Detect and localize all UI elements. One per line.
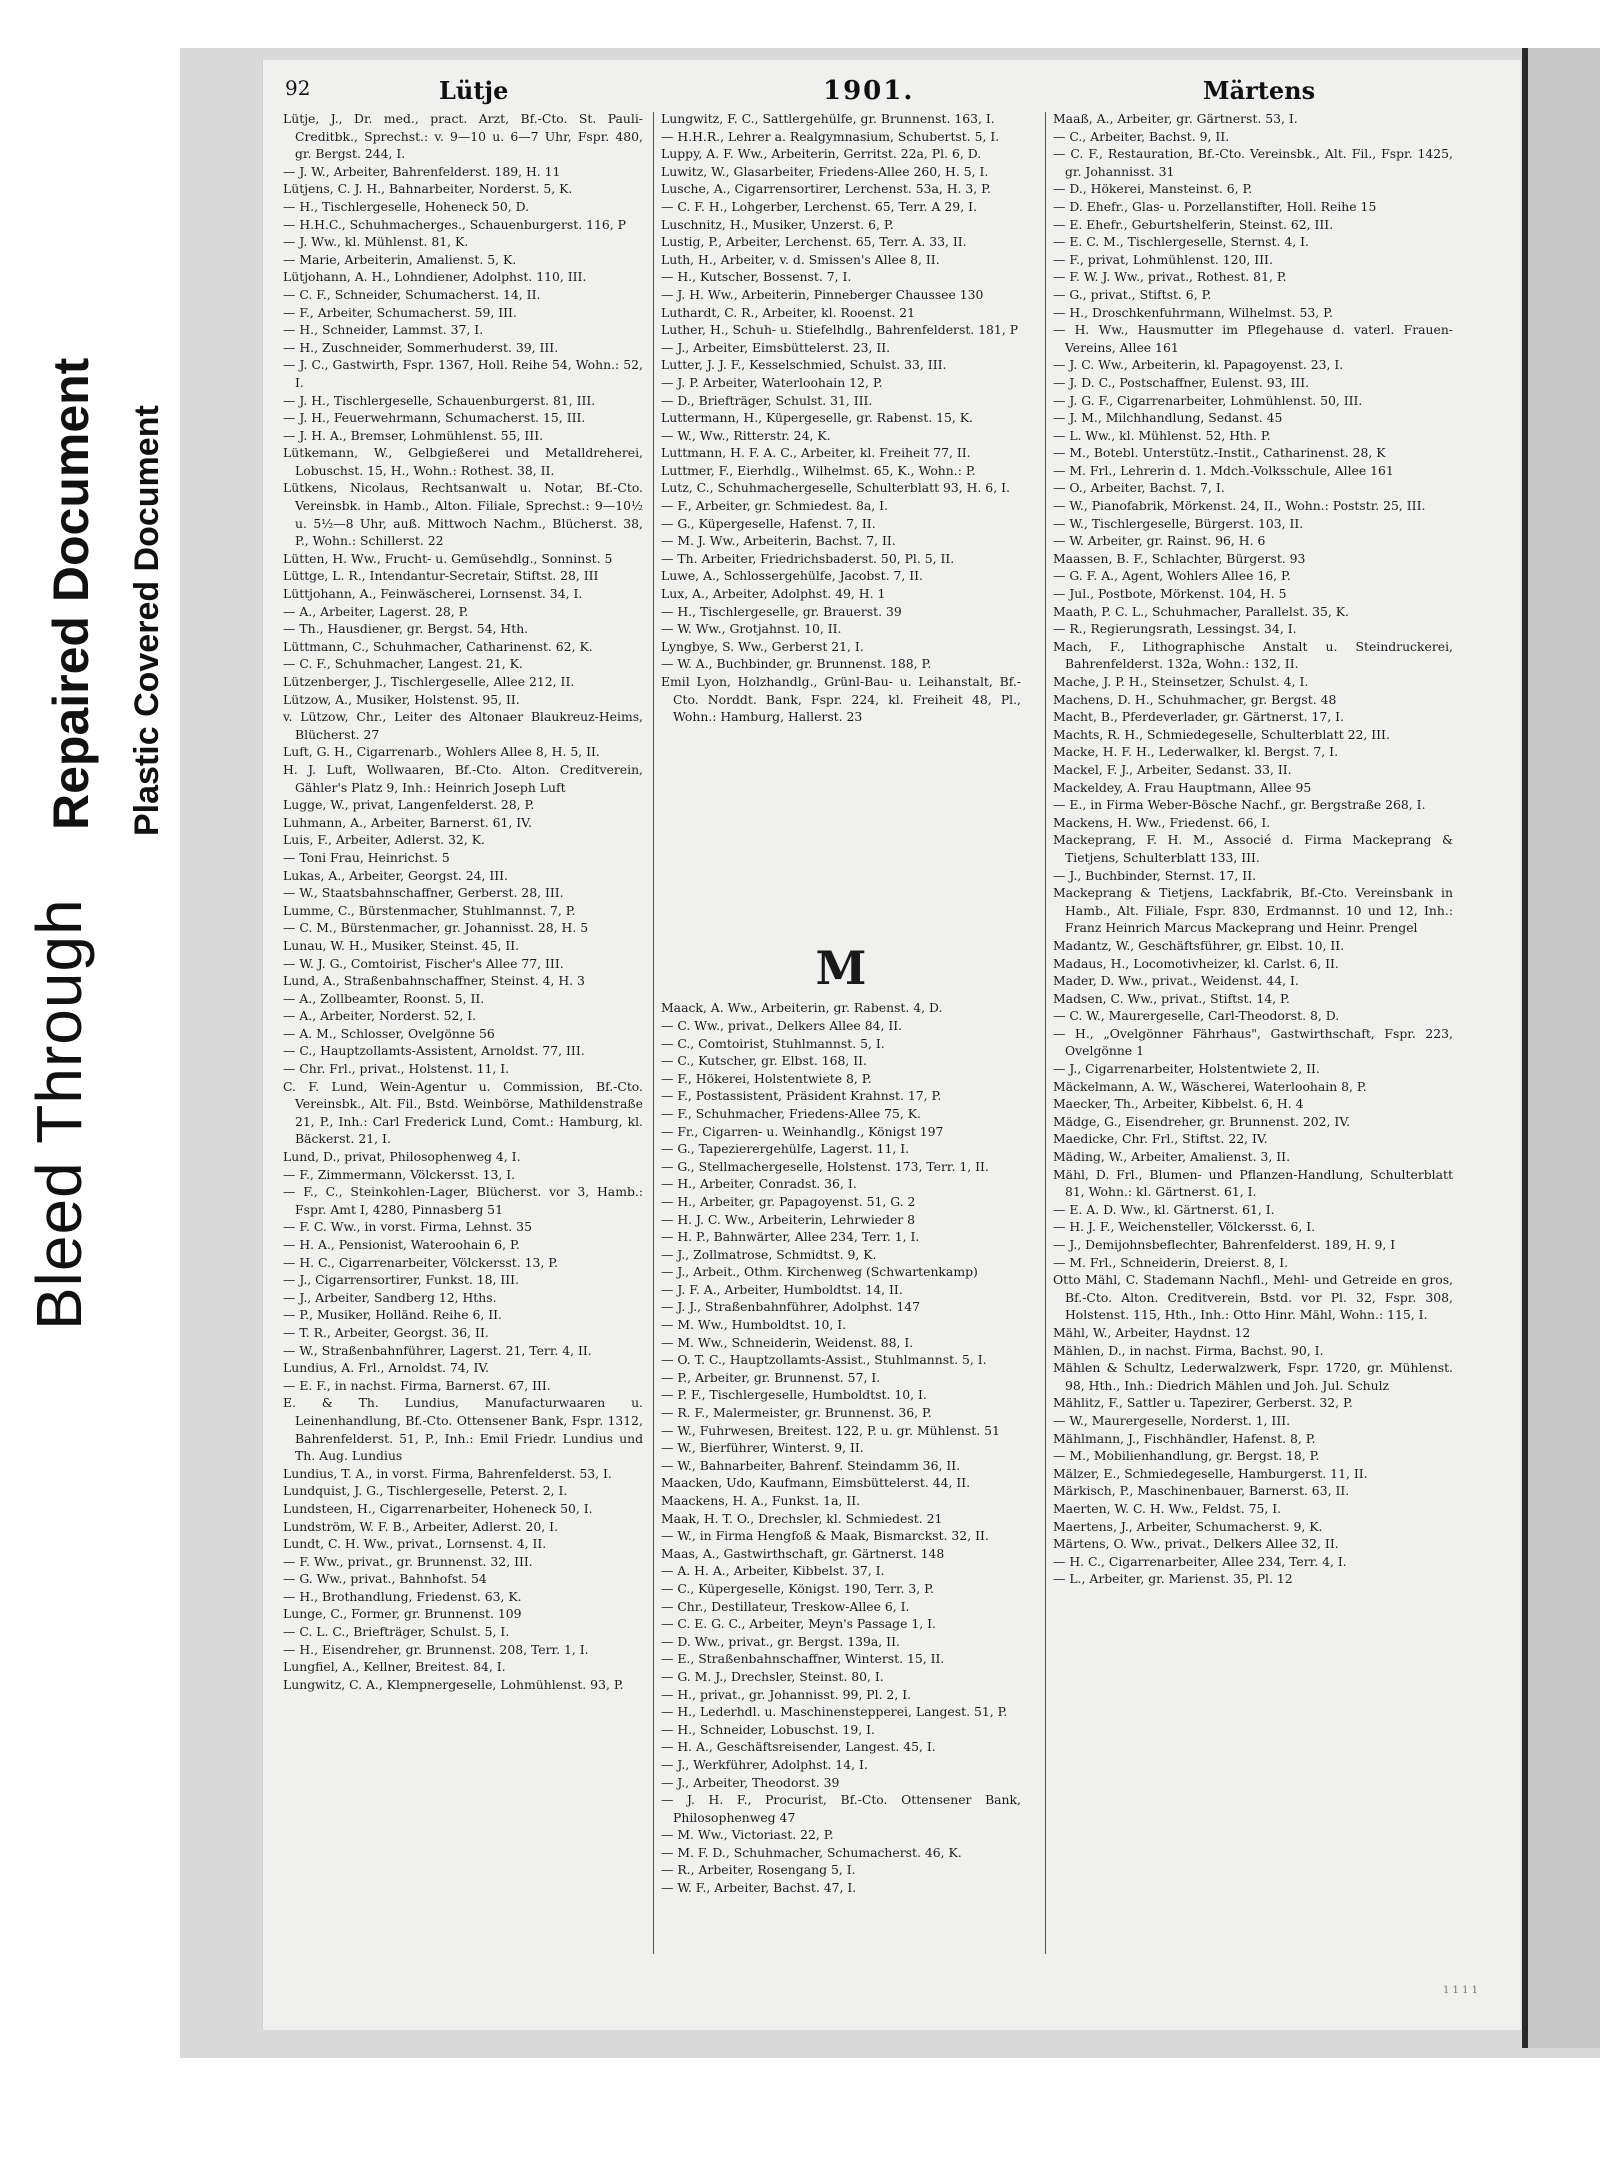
directory-entry: Luhmann, A., Arbeiter, Barnerst. 61, IV. <box>283 814 532 830</box>
directory-entry: Maak, H. T. O., Drechsler, kl. Schmiedest. 21 <box>661 1510 943 1526</box>
directory-entry: Luttermann, H., Küpergeselle, gr. Rabenst. 15, K. <box>661 410 973 426</box>
page-number: 92 <box>285 76 311 100</box>
directory-entry: — Jul., Postbote, Mörkenst. 104, H. 5 <box>1053 586 1287 602</box>
directory-entry: — O. T. C., Hauptzollamts-Assist., Stuhlmannst. 5, I. <box>661 1352 987 1368</box>
directory-entry: — F., Schuhmacher, Friedens-Allee 75, K. <box>661 1105 921 1121</box>
directory-entry: Märtens, O. Ww., privat., Delkers Allee 32, II. <box>1053 1536 1339 1552</box>
directory-entry: Lundström, W. F. B., Arbeiter, Adlerst. 20, I. <box>283 1518 559 1534</box>
directory-entry: — Chr. Frl., privat., Holstenst. 11, I. <box>283 1061 510 1077</box>
directory-entry: Lumme, C., Bürstenmacher, Stuhlmannst. 7, P. <box>283 902 576 918</box>
directory-entry: — A., Arbeiter, Norderst. 52, I. <box>283 1008 477 1024</box>
directory-entry: Luppy, A. F. Ww., Arbeiterin, Gerritst. 22a, Pl. 6, D. <box>661 146 982 162</box>
directory-entry: — H., Lederhdl. u. Maschinenstepperei, Langest. 51, P. <box>661 1704 1008 1720</box>
directory-entry: — A., Zollbeamter, Roonst. 5, II. <box>283 990 485 1006</box>
directory-entry: — D., Hökerei, Mansteinst. 6, P. <box>1053 181 1253 197</box>
directory-entry: Lundius, A. Frl., Arnoldst. 74, IV. <box>283 1360 490 1376</box>
directory-entry: Mackens, H. Ww., Friedenst. 66, I. <box>1053 814 1271 830</box>
directory-entry: Maath, P. C. L., Schuhmacher, Parallelst. 35, K. <box>1053 603 1349 619</box>
directory-entry: — G., Tapezierergehülfe, Lagerst. 11, I. <box>661 1141 910 1157</box>
directory-entry: v. Lützow, Chr., Leiter des Altonaer Blaukreuz-Heims, Blücherst. 27 <box>283 709 643 742</box>
column-right <box>1053 110 1453 1588</box>
column-divider <box>1045 112 1046 1954</box>
directory-entry: — H., Schneider, Lammst. 37, I. <box>283 322 484 338</box>
directory-entry: — C., Arbeiter, Bachst. 9, II. <box>1053 128 1230 144</box>
directory-entry: — J. D. C., Postschaffner, Eulenst. 93, III. <box>1053 374 1310 390</box>
directory-entry: — F., Zimmermann, Völckersst. 13, I. <box>283 1166 516 1182</box>
directory-entry: Mählen & Schultz, Lederwalzwerk, Fspr. 1720, gr. Mühlenst. 98, Hth., Inh.: Diedrich Mählen und Joh. Jul. Schulz <box>1053 1360 1453 1393</box>
directory-entry: Lüttmann, C., Schuhmacher, Catharinenst. 62, K. <box>283 638 593 654</box>
directory-entry: Macke, H. F. H., Lederwalker, kl. Bergst. 7, I. <box>1053 744 1339 760</box>
directory-entry: — E., in Firma Weber-Bösche Nachf., gr. Bergstraße 268, I. <box>1053 797 1426 813</box>
directory-entry: — J. P. Arbeiter, Waterloohain 12, P. <box>661 374 883 390</box>
directory-entry: — M. Frl., Schneiderin, Dreierst. 8, I. <box>1053 1254 1289 1270</box>
directory-entry: Lütkens, Nicolaus, Rechtsanwalt u. Notar, Bf.-Cto. Vereinsbk. in Hamb., Alton. Filiale, Sprechst.: 9—10½ u. 5½—8 Uhr, auß. Mittwoch Nachm., Blücherst. 38, P., Wohn.: Schillerst. 22 <box>283 480 643 549</box>
directory-entry: Lüttge, L. R., Intendantur-Secretair, Stiftst. 28, III <box>283 568 599 584</box>
directory-entry: — H., Tischlergeselle, Hoheneck 50, D. <box>283 198 530 214</box>
directory-entry: — C. F. H., Lohgerber, Lerchenst. 65, Terr. A 29, I. <box>661 198 977 214</box>
directory-entry: Maassen, B. F., Schlachter, Bürgerst. 93 <box>1053 550 1306 566</box>
directory-entry: Lütje, J., Dr. med., pract. Arzt, Bf.-Cto. St. Pauli-Creditbk., Sprechst.: v. 9—10 u. 6—7 Uhr, Fspr. 480, gr. Bergst. 244, I. <box>283 111 643 162</box>
directory-entry: — H. Ww., Hausmutter im Pflegehause d. vaterl. Frauen-Vereins, Allee 161 <box>1053 322 1453 355</box>
directory-entry: — J., Zollmatrose, Schmidtst. 9, K. <box>661 1246 877 1262</box>
directory-entry: — H. J. F., Weichensteller, Völckersst. 6, I. <box>1053 1219 1316 1235</box>
directory-entry: Lund, A., Straßenbahnschaffner, Steinst. 4, H. 3 <box>283 973 585 989</box>
directory-entry: Lunge, C., Former, gr. Brunnenst. 109 <box>283 1606 522 1622</box>
directory-entry: — Chr., Destillateur, Treskow-Allee 6, I. <box>661 1598 910 1614</box>
directory-entry: — C. M., Bürstenmacher, gr. Johannisst. 28, H. 5 <box>283 920 589 936</box>
directory-entry: — C. L. C., Briefträger, Schulst. 5, I. <box>283 1624 510 1640</box>
directory-entry: — J., Arbeiter, Sandberg 12, Hths. <box>283 1289 497 1305</box>
directory-entry: — H. J. C. Ww., Arbeiterin, Lehrwieder 8 <box>661 1211 916 1227</box>
directory-entry: Lüttjohann, A., Feinwäscherei, Lornsenst. 34, I. <box>283 586 583 602</box>
directory-entry: — J. H. Ww., Arbeiterin, Pinneberger Chaussee 130 <box>661 286 984 302</box>
directory-entry: — G., Küpergeselle, Hafenst. 7, II. <box>661 515 876 531</box>
directory-entry: — J. Ww., kl. Mühlenst. 81, K. <box>283 234 469 250</box>
directory-entry: — M. Ww., Victoriast. 22, P. <box>661 1827 834 1843</box>
directory-entry: — F., C., Steinkohlen-Lager, Blücherst. vor 3, Hamb.: Fspr. Amt I, 4280, Pinnasberg 51 <box>283 1184 643 1217</box>
directory-entry: Lungfiel, A., Kellner, Breitest. 84, I. <box>283 1659 506 1675</box>
directory-entry: C. F. Lund, Wein-Agentur u. Commission, Bf.-Cto. Vereinsbk., Alt. Fil., Bstd. Weinbörse, Mathildenstraße 21, P., Inh.: Carl Frederick Lund, Comt.: Hamburg, kl. Bäckerst. 21, I. <box>283 1078 643 1147</box>
directory-entry: — W. Ww., Grotjahnst. 10, II. <box>661 621 842 637</box>
directory-entry: Luttmer, F., Eierhdlg., Wilhelmst. 65, K., Wohn.: P. <box>661 462 976 478</box>
directory-entry: Lusche, A., Cigarrensortirer, Lerchenst. 53a, H. 3, P. <box>661 181 991 197</box>
directory-entry: — C. W., Maurergeselle, Carl-Theodorst. 8, D. <box>1053 1008 1340 1024</box>
directory-entry: Luth, H., Arbeiter, v. d. Smissen's Allee 8, II. <box>661 251 940 267</box>
directory-entry: — H. P., Bahnwärter, Allee 234, Terr. 1, I. <box>661 1229 920 1245</box>
directory-entry: — F., Postassistent, Präsident Krahnst. 17, P. <box>661 1088 942 1104</box>
directory-entry: — F., privat, Lohmühlenst. 120, III. <box>1053 251 1273 267</box>
directory-entry: Mache, J. P. H., Steinsetzer, Schulst. 4, I. <box>1053 674 1309 689</box>
directory-entry: — J., Arbeiter, Theodorst. 39 <box>661 1774 840 1790</box>
directory-entry: — C., Hauptzollamts-Assistent, Arnoldst. 77, III. <box>283 1043 585 1059</box>
directory-entry: — C., Kutscher, gr. Elbst. 168, II. <box>661 1053 867 1069</box>
directory-entry: Lützenberger, J., Tischlergeselle, Allee 212, II. <box>283 674 575 689</box>
directory-entry: — E., Straßenbahnschaffner, Winterst. 15, II. <box>661 1651 945 1667</box>
directory-entry: — J. C. Ww., Arbeiterin, kl. Papagoyenst. 23, I. <box>1053 357 1344 373</box>
directory-entry: Maecker, Th., Arbeiter, Kibbelst. 6, H. 4 <box>1053 1096 1304 1112</box>
directory-entry: Luft, G. H., Cigarrenarb., Wohlers Allee 8, H. 5, II. <box>283 744 600 760</box>
directory-entry: Mäckelmann, A. W., Wäscherei, Waterloohain 8, P. <box>1053 1078 1367 1094</box>
directory-entry: Lyngbye, S. Ww., Gerberst 21, I. <box>661 638 864 654</box>
directory-entry: E. & Th. Lundius, Manufacturwaaren u. Leinenhandlung, Bf.-Cto. Ottensener Bank, Fspr. 1312, Bahrenfelderst. 51, P., Inh.: Emil Friedr. Lundius und Th. Aug. Lundius <box>283 1395 643 1464</box>
directory-entry: Madantz, W., Geschäftsführer, gr. Elbst. 10, II. <box>1053 937 1345 953</box>
directory-entry: — P., Musiker, Holländ. Reihe 6, II. <box>283 1307 502 1323</box>
directory-entry: Lutter, J. J. F., Kesselschmied, Schulst. 33, III. <box>661 357 947 373</box>
directory-entry: — G. M. J., Drechsler, Steinst. 80, I. <box>661 1668 884 1684</box>
directory-entry: Lundquist, J. G., Tischlergeselle, Peterst. 2, I. <box>283 1483 568 1499</box>
directory-entry: — D. Ehefr., Glas- u. Porzellanstifter, Holl. Reihe 15 <box>1053 198 1377 214</box>
directory-entry: Lugge, W., privat, Langenfelderst. 28, P. <box>283 797 535 813</box>
directory-entry: — G., Stellmachergeselle, Holstenst. 173, Terr. 1, II. <box>661 1158 989 1174</box>
bleed-through-stamp: Bleed Through <box>23 898 95 1330</box>
directory-entry: Mähl, W., Arbeiter, Haydnst. 12 <box>1053 1324 1251 1340</box>
header-year: 1901. <box>823 76 915 106</box>
directory-entry: — R., Arbeiter, Rosengang 5, I. <box>661 1862 856 1878</box>
directory-entry: — J., Cigarrenarbeiter, Holstentwiete 2, II. <box>1053 1061 1320 1077</box>
directory-entry: — F., Arbeiter, gr. Schmiedest. 8a, I. <box>661 498 888 514</box>
directory-entry: Luwe, A., Schlossergehülfe, Jacobst. 7, II. <box>661 568 923 584</box>
directory-entry: — A. H. A., Arbeiter, Kibbelst. 37, I. <box>661 1563 885 1579</box>
directory-entry: Mackeprang & Tietjens, Lackfabrik, Bf.-Cto. Vereinsbank in Hamb., Alt. Filiale, Fspr. 830, Erdmannst. 10 und 12, Inh.: Franz Heinrich Marcus Mackeprang und Heinr. Prengel <box>1053 885 1453 936</box>
directory-entry: Lütten, H. Ww., Frucht- u. Gemüsehdlg., Sonninst. 5 <box>283 550 613 566</box>
directory-entry: — H., Arbeiter, Conradst. 36, I. <box>661 1176 857 1192</box>
page-header <box>263 76 1521 108</box>
directory-entry: — M. Frl., Lehrerin d. 1. Mdch.-Volksschule, Allee 161 <box>1053 462 1394 478</box>
directory-entry: — M. Ww., Humboldtst. 10, I. <box>661 1317 847 1333</box>
directory-entry: Lundsteen, H., Cigarrenarbeiter, Hoheneck 50, I. <box>283 1500 593 1516</box>
directory-entry: — D. Ww., privat., gr. Bergst. 139a, II. <box>661 1633 900 1649</box>
directory-entry: — H., Zuschneider, Sommerhuderst. 39, III. <box>283 339 559 355</box>
directory-entry: — E. C. M., Tischlergeselle, Sternst. 4, I. <box>1053 234 1309 250</box>
directory-entry: — J., Demijohnsbeflechter, Bahrenfelderst. 189, H. 9, I <box>1053 1237 1396 1252</box>
directory-entry: — W., Pianofabrik, Mörkenst. 24, II., Wohn.: Poststr. 25, III. <box>1053 498 1426 514</box>
directory-entry: — J. H., Feuerwehrmann, Schumacherst. 15, III. <box>283 410 586 426</box>
directory-entry: Mädge, G., Eisendreher, gr. Brunnenst. 202, IV. <box>1053 1113 1351 1129</box>
directory-entry: — T. R., Arbeiter, Georgst. 36, II. <box>283 1324 489 1340</box>
directory-entry: Lütjens, C. J. H., Bahnarbeiter, Norderst. 5, K. <box>283 181 573 197</box>
directory-entry: — H., Tischlergeselle, gr. Brauerst. 39 <box>661 603 902 619</box>
directory-entry: Lungwitz, C. A., Klempnergeselle, Lohmühlenst. 93, P. <box>283 1676 624 1692</box>
directory-entry: — H., Schneider, Lobuschst. 19, I. <box>661 1721 875 1737</box>
directory-entry: — H., Brothandlung, Friedenst. 63, K. <box>283 1588 522 1604</box>
directory-entry: — J. C., Gastwirth, Fspr. 1367, Holl. Reihe 54, Wohn.: 52, I. <box>283 357 643 390</box>
directory-entry: Maaß, A., Arbeiter, gr. Gärtnerst. 53, I. <box>1053 111 1298 126</box>
directory-entry: — O., Arbeiter, Bachst. 7, I. <box>1053 480 1225 496</box>
directory-entry: Mähl, D. Frl., Blumen- und Pflanzen-Handlung, Schulterblatt 81, Wohn.: kl. Gärtnerst. 61, I. <box>1053 1166 1453 1200</box>
directory-entry: — J., Buchbinder, Sternst. 17, II. <box>1053 867 1257 883</box>
directory-entry: Luthardt, C. R., Arbeiter, kl. Rooenst. 21 <box>661 304 916 320</box>
directory-entry: — J. H. F., Procurist, Bf.-Cto. Ottensener Bank, Philosophenweg 47 <box>661 1792 1021 1825</box>
directory-entry: Luttmann, H. F. A. C., Arbeiter, kl. Freiheit 77, II. <box>661 445 971 461</box>
directory-entry: — M. F. D., Schuhmacher, Schumacherst. 46, K. <box>661 1844 962 1860</box>
directory-entry: — Fr., Cigarren- u. Weinhandlg., Königst 197 <box>661 1123 944 1139</box>
directory-entry: Lundt, C. H. Ww., privat., Lornsenst. 4, II. <box>283 1536 547 1552</box>
directory-entry: Mälzer, E., Schmiedegeselle, Hamburgerst. 11, II. <box>1053 1465 1368 1481</box>
directory-entry: — H.H.R., Lehrer a. Realgymnasium, Schubertst. 5, I. <box>661 128 1000 144</box>
directory-entry: Mäding, W., Arbeiter, Amalienst. 3, II. <box>1053 1149 1291 1165</box>
directory-entry: Lutz, C., Schuhmachergeselle, Schulterblatt 93, H. 6, I. <box>661 480 1010 496</box>
directory-entry: — J. W., Arbeiter, Bahrenfelderst. 189, H. 11 <box>283 163 561 179</box>
plastic-covered-stamp: Plastic Covered Document <box>128 405 166 836</box>
directory-entry: — C. F., Schuhmacher, Langest. 21, K. <box>283 656 523 672</box>
directory-entry: — G. Ww., privat., Bahnhofst. 54 <box>283 1571 487 1587</box>
directory-entry: — D., Briefträger, Schulst. 31, III. <box>661 392 873 408</box>
directory-entry: Lukas, A., Arbeiter, Georgst. 24, III. <box>283 867 508 883</box>
directory-entry: — W. Arbeiter, gr. Rainst. 96, H. 6 <box>1053 533 1266 549</box>
directory-entry: — H. C., Cigarrenarbeiter, Allee 234, Terr. 4, I. <box>1053 1553 1347 1569</box>
directory-entry: — R. F., Malermeister, gr. Brunnenst. 36, P. <box>661 1405 932 1421</box>
directory-entry: Machens, D. H., Schuhmacher, gr. Bergst. 48 <box>1053 691 1337 707</box>
directory-entry: — F., Arbeiter, Schumacherst. 59, III. <box>283 304 517 320</box>
directory-entry: — J., Werkführer, Adolphst. 14, I. <box>661 1756 868 1772</box>
column-left <box>283 110 643 1693</box>
directory-entry: — J., Arbeiter, Eimsbüttelerst. 23, II. <box>661 339 891 355</box>
footer-mark: 1 1 1 1 <box>1443 1985 1478 1996</box>
directory-entry: — P., Arbeiter, gr. Brunnenst. 57, I. <box>661 1369 881 1385</box>
directory-entry: — R., Regierungsrath, Lessingst. 34, I. <box>1053 621 1297 637</box>
directory-entry: — J., Arbeit., Othm. Kirchenweg (Schwartenkamp) <box>661 1264 978 1280</box>
directory-entry: — G., privat., Stiftst. 6, P. <box>1053 286 1212 302</box>
directory-entry: — J. H. A., Bremser, Lohmühlenst. 55, III. <box>283 427 544 443</box>
directory-entry: Mackeldey, A. Frau Hauptmann, Allee 95 <box>1053 779 1312 795</box>
directory-entry: Luschnitz, H., Musiker, Unzerst. 6, P. <box>661 216 894 232</box>
directory-entry: Maack, A. Ww., Arbeiterin, gr. Rabenst. 4, D. <box>661 1000 943 1016</box>
directory-entry: — F., Hökerei, Holstentwiete 8, P. <box>661 1070 872 1086</box>
repaired-document-stamp: Repaired Document <box>43 357 99 830</box>
directory-entry: Madaus, H., Locomotivheizer, kl. Carlst. 6, II. <box>1053 955 1339 971</box>
directory-entry: — Th. Arbeiter, Friedrichsbaderst. 50, Pl. 5, II. <box>661 550 955 566</box>
directory-entry: — Th., Hausdiener, gr. Bergst. 54, Hth. <box>283 621 529 637</box>
directory-entry: — G. F. A., Agent, Wohlers Allee 16, P. <box>1053 568 1291 584</box>
directory-entry: H. J. Luft, Wollwaaren, Bf.-Cto. Alton. Creditverein, Gähler's Platz 9, Inh.: Heinrich Joseph Luft <box>283 761 643 795</box>
directory-entry: Lux, A., Arbeiter, Adolphst. 49, H. 1 <box>661 586 886 602</box>
directory-entry: — W. F., Arbeiter, Bachst. 47, I. <box>661 1880 857 1896</box>
directory-entry: Maackens, H. A., Funkst. 1a, II. <box>661 1493 861 1508</box>
directory-entry: — W., Fuhrwesen, Breitest. 122, P. u. gr. Mühlenst. 51 <box>661 1422 1000 1438</box>
directory-entry: Luis, F., Arbeiter, Adlerst. 32, K. <box>283 832 485 848</box>
page-edge <box>1528 48 1600 2048</box>
directory-entry: — H. A., Geschäftsreisender, Langest. 45, I. <box>661 1739 936 1755</box>
directory-entry: — H. C., Cigarrenarbeiter, Völckersst. 13, P. <box>283 1254 558 1270</box>
directory-entry: Madsen, C. Ww., privat., Stiftst. 14, P. <box>1053 990 1290 1006</box>
directory-entry: Macht, B., Pferdeverlader, gr. Gärtnerst. 17, I. <box>1053 709 1345 725</box>
directory-entry: Mackeprang, F. H. M., Associé d. Firma Mackeprang & Tietjens, Schulterblatt 133, III. <box>1053 832 1453 865</box>
directory-entry: — J. M., Milchhandlung, Sedanst. 45 <box>1053 410 1283 426</box>
directory-entry: Lundius, T. A., in vorst. Firma, Bahrenfelderst. 53, I. <box>283 1465 612 1481</box>
directory-entry: Mählmann, J., Fischhändler, Hafenst. 8, P. <box>1053 1430 1316 1446</box>
directory-entry: — C. E. G. C., Arbeiter, Meyn's Passage 1, I. <box>661 1616 936 1632</box>
directory-entry: — L. Ww., kl. Mühlenst. 52, Hth. P. <box>1053 427 1271 443</box>
section-heading-m: M <box>815 940 867 995</box>
directory-entry: — H. A., Pensionist, Wateroohain 6, P. <box>283 1237 520 1252</box>
directory-entry: — C., Küpergeselle, Königst. 190, Terr. 3, P. <box>661 1580 934 1596</box>
directory-entry: — C., Comtoirist, Stuhlmannst. 5, I. <box>661 1035 885 1051</box>
directory-entry: — W. J. G., Comtoirist, Fischer's Allee 77, III. <box>283 955 564 971</box>
directory-entry: Maedicke, Chr. Frl., Stiftst. 22, IV. <box>1053 1131 1268 1147</box>
directory-entry: Emil Lyon, Holzhandlg., Grünl-Bau- u. Leihanstalt, Bf.-Cto. Norddt. Bank, Fspr. 224, kl. Freiheit 48, Pl., Wohn.: Hamburg, Hallerst. 23 <box>661 674 1021 725</box>
directory-entry: — J., Cigarrensortirer, Funkst. 18, III. <box>283 1272 519 1288</box>
directory-entry: — E. F., in nachst. Firma, Barnerst. 67, III. <box>283 1377 551 1393</box>
column-divider <box>653 112 654 1954</box>
directory-entry: — L., Arbeiter, gr. Marienst. 35, Pl. 12 <box>1053 1571 1293 1587</box>
directory-entry: — W., Bahnarbeiter, Bahrenf. Steindamm 36, II. <box>661 1457 961 1473</box>
directory-entry: Lützow, A., Musiker, Holstenst. 95, II. <box>283 691 520 707</box>
directory-entry: Maas, A., Gastwirthschaft, gr. Gärtnerst. 148 <box>661 1545 945 1561</box>
directory-entry: — F. W. J. Ww., privat., Rothest. 81, P. <box>1053 269 1287 285</box>
directory-entry: Lungwitz, F. C., Sattlergehülfe, gr. Brunnenst. 163, I. <box>661 111 995 126</box>
directory-entry: — H., Eisendreher, gr. Brunnenst. 208, Terr. 1, I. <box>283 1641 589 1657</box>
directory-entry: — C. Ww., privat., Delkers Allee 84, II. <box>661 1017 903 1033</box>
directory-entry: Mader, D. Ww., privat., Weidenst. 44, I. <box>1053 973 1299 989</box>
directory-entry: Otto Mähl, C. Stademann Nachfl., Mehl- und Getreide en gros, Bf.-Cto. Alton. Creditverein, Bstd. vor Pl. 32, Fspr. 308, Holstenst. 115, Hth., Inh.: Otto Hinr. Mähl, Wohn.: 115, I. <box>1053 1272 1453 1323</box>
directory-entry: — J. H., Tischlergeselle, Schauenburgerst. 81, III. <box>283 392 596 408</box>
directory-entry: Märkisch, P., Maschinenbauer, Barnerst. 63, II. <box>1053 1483 1350 1499</box>
directory-entry: — Marie, Arbeiterin, Amalienst. 5, K. <box>283 251 517 267</box>
directory-page <box>262 60 1521 2030</box>
directory-entry: — W., Bierführer, Winterst. 9, II. <box>661 1440 864 1456</box>
directory-entry: — W., Tischlergeselle, Bürgerst. 103, II. <box>1053 515 1304 531</box>
directory-entry: — W. A., Buchbinder, gr. Brunnenst. 188, P. <box>661 656 932 672</box>
directory-entry: — Toni Frau, Heinrichst. 5 <box>283 849 450 865</box>
header-first-entry: Lütje <box>439 76 509 105</box>
directory-entry: Lunau, W. H., Musiker, Steinst. 45, II. <box>283 937 520 953</box>
directory-entry: — J. G. F., Cigarrenarbeiter, Lohmühlenst. 50, III. <box>1053 392 1363 408</box>
directory-entry: — A., Arbeiter, Lagerst. 28, P. <box>283 603 469 619</box>
section-spacer <box>661 726 1021 926</box>
directory-entry: — H., Arbeiter, gr. Papagoyenst. 51, G. 2 <box>661 1193 916 1209</box>
directory-entry: Mählen, D., in nachst. Firma, Bachst. 90, I. <box>1053 1342 1324 1358</box>
directory-entry: — J. F. A., Arbeiter, Humboldtst. 14, II. <box>661 1281 903 1297</box>
directory-entry: — H., „Ovelgönner Fährhaus", Gastwirthschaft, Fspr. 223, Ovelgönne 1 <box>1053 1025 1453 1059</box>
directory-entry: — F. C. Ww., in vorst. Firma, Lehnst. 35 <box>283 1219 532 1235</box>
directory-entry: — H., Droschkenfuhrmann, Wilhelmst. 53, P. <box>1053 304 1333 320</box>
directory-entry: — M. Ww., Schneiderin, Weidenst. 88, I. <box>661 1334 914 1350</box>
directory-entry: Luwitz, W., Glasarbeiter, Friedens-Allee 260, H. 5, I. <box>661 163 989 179</box>
directory-entry: Machts, R. H., Schmiedegeselle, Schulterblatt 22, III. <box>1053 726 1390 742</box>
column-middle <box>661 110 1021 1897</box>
directory-entry: — A. M., Schlosser, Ovelgönne 56 <box>283 1025 495 1041</box>
directory-entry: Mackel, F. J., Arbeiter, Sedanst. 33, II. <box>1053 761 1292 777</box>
directory-entry: — J. J., Straßenbahnführer, Adolphst. 147 <box>661 1299 920 1315</box>
directory-entry: — C. F., Restauration, Bf.-Cto. Vereinsbk., Alt. Fil., Fspr. 1425, gr. Johannisst. 31 <box>1053 146 1453 179</box>
directory-entry: Mach, F., Lithographische Anstalt u. Steindruckerei, Bahrenfelderst. 132a, Wohn.: 132, II. <box>1053 638 1453 672</box>
directory-entry: — E. A. D. Ww., kl. Gärtnerst. 61, I. <box>1053 1201 1275 1217</box>
directory-entry: Maacken, Udo, Kaufmann, Eimsbüttelerst. 44, II. <box>661 1475 971 1491</box>
directory-entry: — H., privat., gr. Johannisst. 99, Pl. 2, I. <box>661 1686 912 1702</box>
directory-entry: Luther, H., Schuh- u. Stiefelhdlg., Bahrenfelderst. 181, P <box>661 322 1019 338</box>
directory-entry: — M. J. Ww., Arbeiterin, Bachst. 7, II. <box>661 533 896 549</box>
directory-entry: Lütjohann, A. H., Lohndiener, Adolphst. 110, III. <box>283 269 587 285</box>
directory-entry: — P. F., Tischlergeselle, Humboldtst. 10, I. <box>661 1387 927 1403</box>
directory-entry: — E. Ehefr., Geburtshelferin, Steinst. 62, III. <box>1053 216 1334 232</box>
directory-entry: Lund, D., privat, Philosophenweg 4, I. <box>283 1149 521 1165</box>
directory-entry: — W., Straßenbahnführer, Lagerst. 21, Terr. 4, II. <box>283 1342 592 1358</box>
directory-entry: — W., in Firma Hengfoß & Maak, Bismarckst. 32, II. <box>661 1528 989 1544</box>
directory-entry: — W., Ww., Ritterstr. 24, K. <box>661 427 831 443</box>
directory-entry: — M., Mobilienhandlung, gr. Bergst. 18, P. <box>1053 1448 1320 1464</box>
directory-entry: — F. Ww., privat., gr. Brunnenst. 32, III. <box>283 1553 533 1569</box>
directory-entry: Mählitz, F., Sattler u. Tapezirer, Gerberst. 32, P. <box>1053 1395 1353 1411</box>
directory-entry: Maertens, J., Arbeiter, Schumacherst. 9, K. <box>1053 1518 1323 1534</box>
header-last-entry: Märtens <box>1203 76 1316 105</box>
directory-entry: — M., Botebl. Unterstütz.-Instit., Catharinenst. 28, K <box>1053 445 1386 461</box>
directory-entry: Lütkemann, W., Gelbgießerei und Metalldreherei, Lobuschst. 15, H., Wohn.: Rothest. 38, II. <box>283 445 643 478</box>
directory-entry: — H., Kutscher, Bossenst. 7, I. <box>661 269 852 285</box>
directory-entry: — C. F., Schneider, Schumacherst. 14, II. <box>283 286 541 302</box>
directory-entry: — W., Maurergeselle, Norderst. 1, III. <box>1053 1412 1291 1428</box>
directory-entry: — W., Staatsbahnschaffner, Gerberst. 28, III. <box>283 885 564 901</box>
directory-entry: — H.H.C., Schuhmacherges., Schauenburgerst. 116, P <box>283 216 626 232</box>
directory-entry: Lustig, P., Arbeiter, Lerchenst. 65, Terr. A. 33, II. <box>661 234 967 250</box>
directory-entry: Maerten, W. C. H. Ww., Feldst. 75, I. <box>1053 1500 1282 1516</box>
